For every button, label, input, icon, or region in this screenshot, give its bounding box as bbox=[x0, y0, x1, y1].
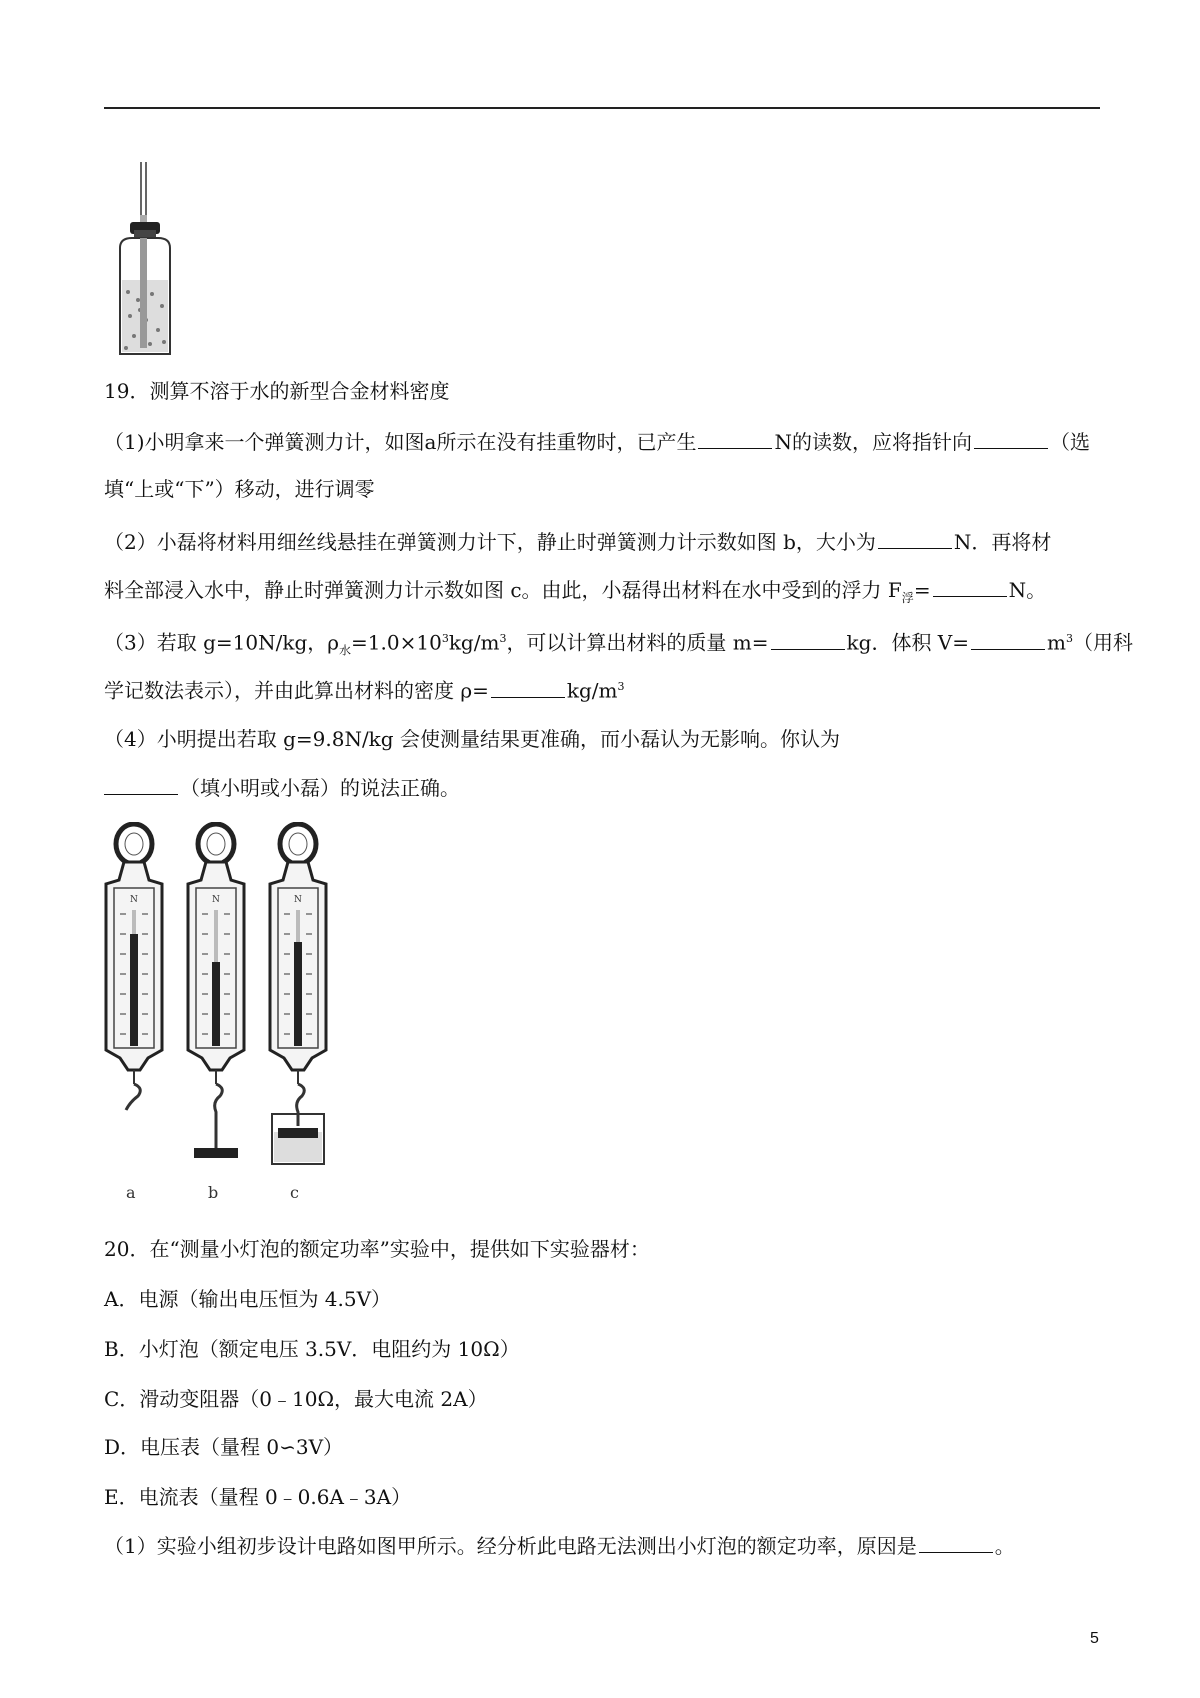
q19-part4-line1: （4）小明提出若取 g=9.8N/kg 会使测量结果更准确，而小磊认为无影响。你认为 bbox=[104, 727, 840, 751]
q20-option-d: D．电压表（量程 0∽3V） bbox=[104, 1435, 344, 1459]
q19-part3-text-d: ，可以计算出材料的质量 m= bbox=[506, 630, 769, 655]
answer-blank-6[interactable] bbox=[971, 629, 1045, 650]
q20-option-b: B．小灯泡（额定电压 3.5V．电阻约为 10Ω） bbox=[104, 1337, 520, 1361]
q19-part2-text-c: 料全部浸入水中，静止时弹簧测力计示数如图 c。由此，小磊得出材料在水中受到的浮力 F bbox=[104, 578, 902, 602]
exp-3-a: 3 bbox=[441, 632, 449, 645]
answer-blank-4[interactable] bbox=[933, 576, 1007, 597]
q20-option-c: C．滑动变阻器（0﹣10Ω，最大电流 2A） bbox=[104, 1387, 488, 1411]
answer-blank-2[interactable] bbox=[974, 428, 1048, 449]
q19-part3-text-b: =1.0×10 bbox=[351, 630, 442, 655]
water-subscript: 水 bbox=[339, 643, 352, 658]
q19-part2-line2 bbox=[104, 576, 1104, 611]
q19-part3-text-h: 学记数法表示），并由此算出材料的密度 ρ= bbox=[104, 678, 489, 703]
exp-3-d: 3 bbox=[617, 680, 625, 693]
figure-label-c: c bbox=[290, 1183, 299, 1202]
answer-blank-5[interactable] bbox=[771, 629, 845, 650]
q19-part2-text-e: N。 bbox=[1008, 578, 1047, 602]
figure-label-a: a bbox=[126, 1183, 136, 1202]
q19-title: 19．测算不溶于水的新型合金材料密度 bbox=[104, 379, 450, 403]
q19-part1-text-c: （选 bbox=[1049, 430, 1090, 454]
q20-option-e: E．电流表（量程 0﹣0.6A﹣3A） bbox=[104, 1485, 412, 1509]
q20-part1 bbox=[104, 1532, 1104, 1559]
answer-blank-1[interactable] bbox=[698, 428, 772, 449]
q19-part2-line1 bbox=[104, 528, 1104, 555]
q19-part3-text-e: kg．体积 V= bbox=[846, 630, 970, 655]
q19-part3-line2 bbox=[104, 674, 1104, 704]
figure-label-b: b bbox=[208, 1183, 219, 1202]
q19-part1-line1 bbox=[104, 428, 1104, 455]
answer-blank-8[interactable] bbox=[104, 774, 178, 795]
page-number: 5 bbox=[1090, 1630, 1099, 1647]
q20-part1-text-b: 。 bbox=[994, 1534, 1015, 1558]
q20-title: 20．在“测量小灯泡的额定功率”实验中，提供如下实验器材： bbox=[104, 1237, 650, 1261]
exp-3-c: 3 bbox=[1065, 632, 1073, 645]
q20-part1-text-a: （1）实验小组初步设计电路如图甲所示。经分析此电路无法测出小灯泡的额定功率，原因是 bbox=[104, 1534, 917, 1558]
spring-scale-figure bbox=[104, 822, 364, 1217]
q19-part2-text-b: N．再将材 bbox=[953, 530, 1052, 554]
q19-part1-text-a: （1)小明拿来一个弹簧测力计，如图a所示在没有挂重物时，已产生 bbox=[104, 430, 697, 454]
q19-part4-line2 bbox=[104, 774, 1104, 801]
header-rule bbox=[104, 107, 1100, 109]
answer-blank-3[interactable] bbox=[878, 528, 952, 549]
q19-part4-text-b: （填小明或小磊）的说法正确。 bbox=[180, 776, 460, 800]
exp-3-b: 3 bbox=[499, 632, 507, 645]
q19-part1-text-b: N的读数，应将指针向 bbox=[774, 430, 972, 454]
q19-part2-text-a: （2）小磊将材料用细丝线悬挂在弹簧测力计下，静止时弹簧测力计示数如图 b，大小为 bbox=[104, 530, 876, 554]
q19-part3-text-c: kg/m bbox=[448, 630, 500, 655]
q19-part3-text-g: （用科 bbox=[1072, 630, 1133, 655]
answer-blank-7[interactable] bbox=[491, 677, 565, 698]
buoyancy-subscript: 浮 bbox=[901, 591, 914, 605]
answer-blank-9[interactable] bbox=[919, 1532, 993, 1553]
q19-part3-text-f: m bbox=[1047, 630, 1066, 655]
q19-part3-text-i: kg/m bbox=[566, 678, 618, 703]
q19-part2-text-d: = bbox=[913, 578, 931, 602]
q19-part3-line1 bbox=[104, 626, 1133, 664]
bottle-figure bbox=[110, 160, 180, 360]
q19-part1-line2: 填“上或“下”）移动，进行调零 bbox=[104, 477, 375, 501]
q19-part3-text-a: （3）若取 g=10N/kg，ρ bbox=[104, 630, 340, 655]
q20-option-a: A．电源（输出电压恒为 4.5V） bbox=[104, 1287, 392, 1311]
